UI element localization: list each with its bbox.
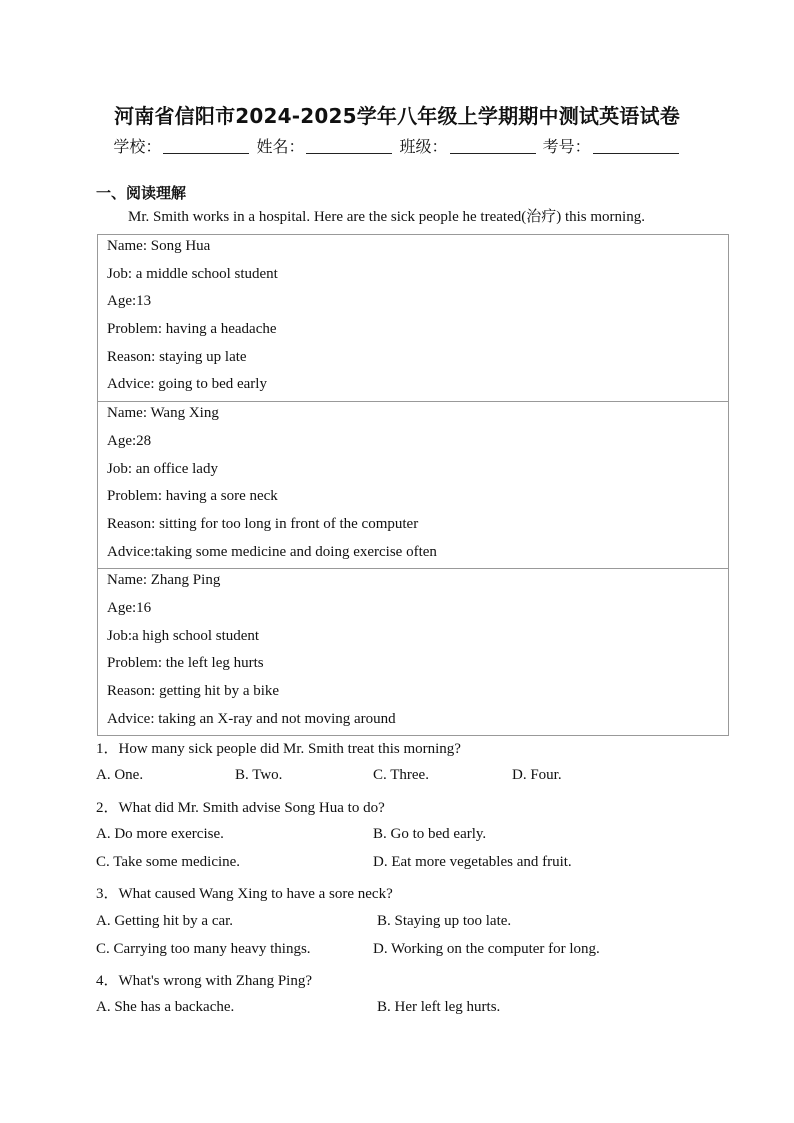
card-line: Reason: getting hit by a bike [107,683,280,699]
card-line: Job: an office lady [107,460,218,477]
exam-number-label: 考号： [542,137,591,156]
patient-card-wang-xing [98,401,728,568]
card-line: Name: Wang Xing [107,405,219,422]
class-blank[interactable] [450,137,536,154]
question-2-option-c[interactable]: C. Take some medicine. [96,854,241,870]
patient-cards-table [97,234,729,736]
card-line: Problem: having a sore neck [107,488,278,505]
card-line: Age:28 [107,432,152,449]
card-line: Age:13 [107,293,152,310]
card-line: Advice:taking some medicine and doing exercise often [107,543,437,560]
question-3-option-a[interactable]: A. Getting hit by a car. [96,913,234,929]
section-heading: 一、阅读理解 [96,184,187,202]
name-blank[interactable] [306,137,392,154]
name-label: 姓名： [256,137,305,156]
class-label: 班级： [399,137,448,156]
question-4-option-b[interactable]: B. Her left leg hurts. [377,999,501,1015]
question-2-option-d[interactable]: D. Eat more vegetables and fruit. [373,854,572,870]
card-line: Job: a middle school student [107,265,278,282]
card-line: Name: Zhang Ping [107,572,221,589]
card-line: Advice: going to bed early [107,376,267,393]
question-1-stem: 1．How many sick people did Mr. Smith treat this morning? [96,741,461,757]
card-line: Job:a high school student [107,627,260,644]
school-label: 学校： [113,137,162,156]
card-line: Reason: staying up late [107,348,247,365]
school-blank[interactable] [163,137,249,154]
exam-number-blank[interactable] [593,137,679,154]
card-line: Advice: taking an X-ray and not moving around [107,710,396,727]
card-line: Reason: sitting for too long in front of the computer [107,515,419,532]
question-1-option-a[interactable]: A. One. [96,767,144,783]
passage-intro: Mr. Smith works in a hospital. Here are the sick people he treated(治疗) this morning. [128,209,645,225]
question-3-option-b[interactable]: B. Staying up too late. [377,913,512,929]
card-line: Name: Song Hua [107,238,211,254]
card-line: Age:16 [107,599,152,616]
student-info-line [0,134,794,157]
question-4-option-a[interactable]: A. She has a backache. [96,999,235,1015]
question-1-option-b[interactable]: B. Two. [235,767,283,783]
question-2-option-a[interactable]: A. Do more exercise. [96,826,224,842]
question-2-stem: 2．What did Mr. Smith advise Song Hua to do? [96,800,385,816]
question-3-option-c[interactable]: C. Carrying too many heavy things. [96,941,311,957]
card-line: Problem: the left leg hurts [107,655,264,672]
patient-card-song-hua [98,235,728,401]
question-4-stem: 4．What's wrong with Zhang Ping? [96,973,313,989]
question-3-stem: 3．What caused Wang Xing to have a sore neck? [96,886,393,902]
question-3-option-d[interactable]: D. Working on the computer for long. [373,941,600,957]
question-1-option-d[interactable]: D. Four. [512,767,562,783]
question-2-option-b[interactable]: B. Go to bed early. [373,826,487,842]
patient-card-zhang-ping [98,568,728,735]
question-1-option-c[interactable]: C. Three. [373,767,429,783]
card-line: Problem: having a headache [107,321,277,338]
page-title: 河南省信阳市2024-2025学年八年级上学期期中测试英语试卷 [114,104,680,128]
